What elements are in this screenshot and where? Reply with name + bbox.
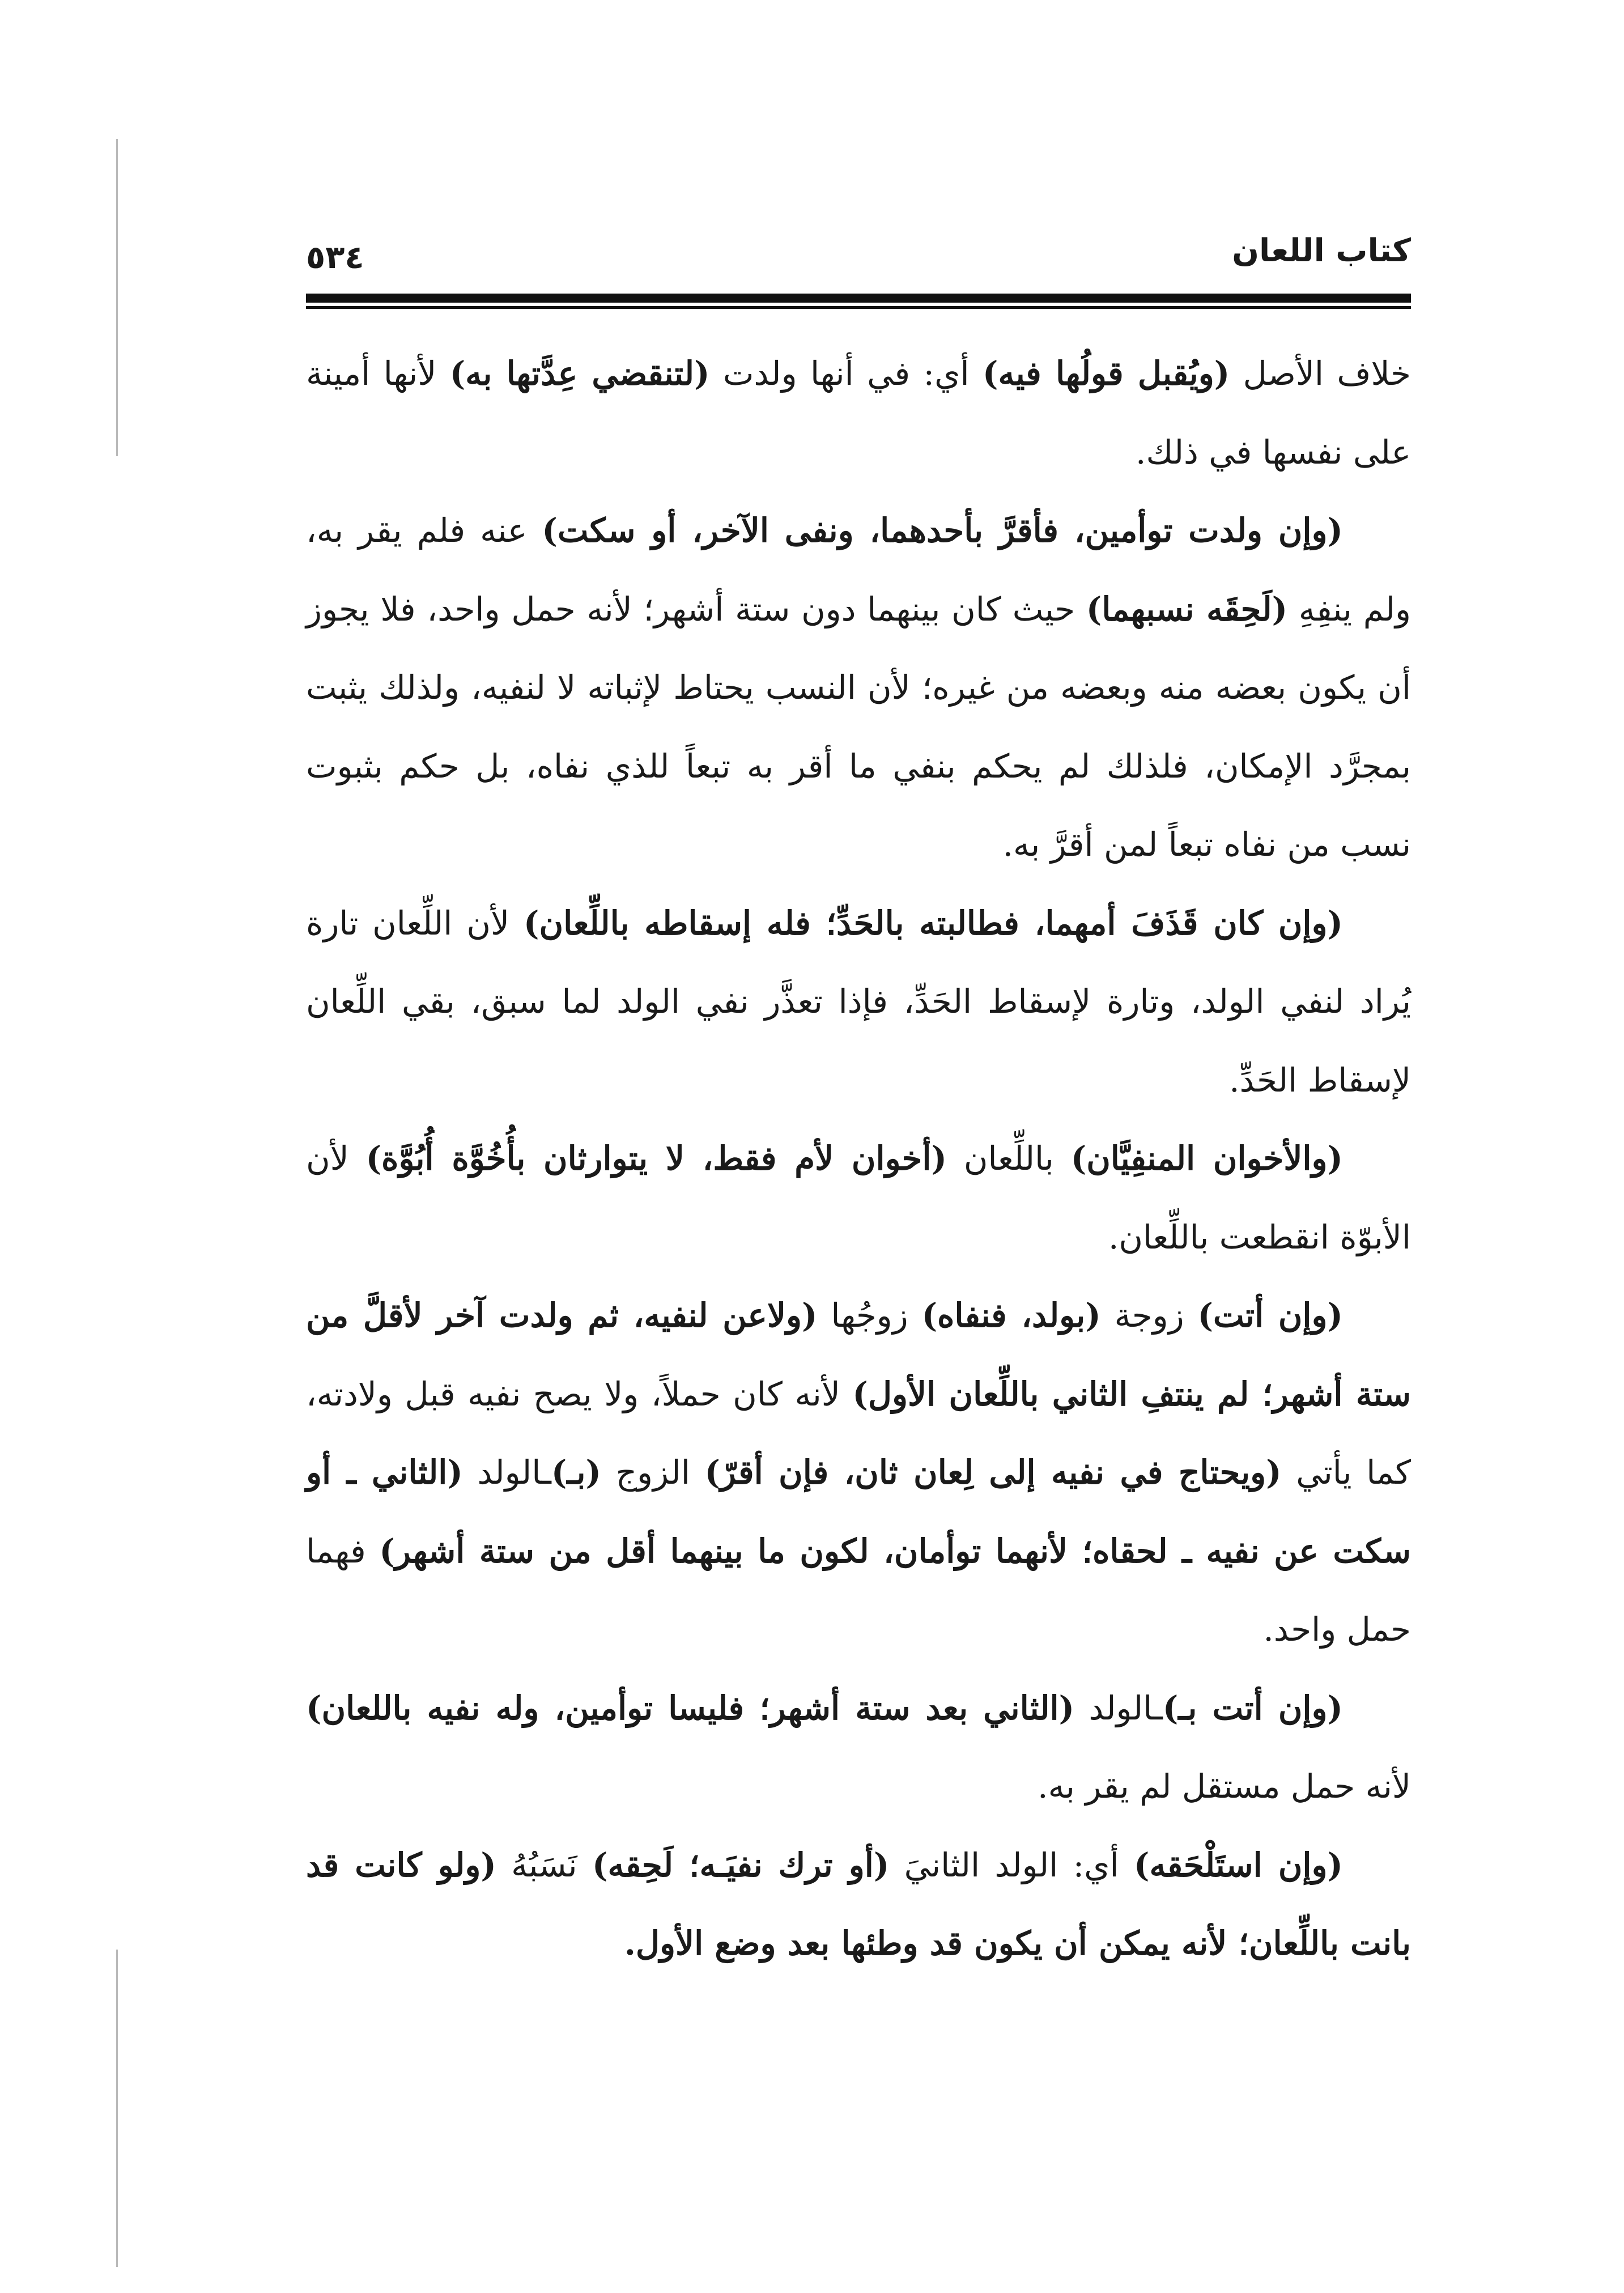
- matn-text: (أو ترك نفيَـه؛ لَحِقه): [592, 1845, 890, 1884]
- sharh-text: نَسَبُهُ: [496, 1845, 592, 1884]
- paragraph: [306, 334, 1411, 491]
- header-rule-thin: [306, 306, 1411, 309]
- paragraph: [306, 491, 1411, 884]
- sharh-text: الزوج: [601, 1453, 705, 1492]
- scan-edge-line: [116, 1950, 118, 2267]
- sharh-text: زوجُها: [817, 1296, 922, 1335]
- sharh-text: زوجة: [1100, 1296, 1198, 1335]
- sharh-text: خلاف الأصل: [1230, 354, 1412, 393]
- header-rule: [306, 294, 1411, 303]
- sharh-text: لأنه حمل مستقل لم يقر به.: [1038, 1767, 1411, 1806]
- scan-edge-line: [116, 139, 118, 456]
- running-title: كتاب اللعان: [1232, 232, 1411, 269]
- matn-text: (لَحِقَه نسبهما): [1086, 589, 1288, 629]
- paragraph: [306, 1119, 1411, 1276]
- matn-text: (وإن أتت): [1197, 1296, 1343, 1335]
- sharh-text: أي: في أنها ولدت: [709, 354, 983, 393]
- matn-text: (وإن ولدت توأمين، فأقرَّ بأحدهما، ونفى الآخر، أو سكت): [542, 511, 1343, 550]
- paragraph: [306, 1826, 1411, 1983]
- sharh-text: حيث كان بينهما دون ستة أشهر؛ لأنه حمل واحد، فلا يجوز أن يكون بعضه منه وبعضه من غيره؛ لأن النسب يحتاط لإثباته لا لنفيه، ولذلك يثبت بمجرَّد الإمكان، فلذلك لم يحكم بنفي ما أقر به تبعاً للذي نفاه، بل حكم بثبوت نسب من نفاه تبعاً لمن أقرَّ به.: [306, 589, 1411, 864]
- matn-text: (ويحتاج في نفيه إلى لِعان ثان، فإن أقرّ): [704, 1453, 1282, 1492]
- matn-text: (بـ): [551, 1453, 601, 1492]
- matn-text: (وإن استَلْحَقه): [1134, 1845, 1344, 1884]
- sharh-text: لأنه كان حملاً، ولا يصح نفيه قبل ولادته، كما يأتي: [306, 1374, 1412, 1492]
- sharh-text: فهما حمل واحد.: [306, 1531, 1411, 1649]
- sharh-text: ـالولد: [462, 1453, 551, 1492]
- matn-text: (الثاني بعد ستة أشهر؛ فليسا توأمين، وله نفيه باللعان): [306, 1688, 1075, 1727]
- matn-text: (ولاعن لنفيه، ثم ولدت آخر لأقلَّ من ستة أشهر؛ لم ينتفِ الثاني باللِّعان الأول): [306, 1296, 1411, 1413]
- sharh-text: ـالولد: [1074, 1688, 1163, 1727]
- paragraph: [306, 884, 1411, 1120]
- matn-text: (ولو كانت قد بانت باللِّعان؛ لأنه يمكن أن يكون قد وطئها بعد وضع الأول.: [306, 1845, 1411, 1963]
- paragraph: [306, 1669, 1411, 1826]
- matn-text: (لتنقضي عِدَّتها به): [449, 354, 710, 393]
- page-number: ٥٣٤: [306, 239, 364, 276]
- matn-text: (بولد، فنفاه): [921, 1296, 1101, 1335]
- matn-text: (الثاني ـ أو سكت عن نفيه ـ لحقاه؛ لأنهما توأمان، لكون ما بينهما أقل من ستة أشهر): [306, 1453, 1411, 1570]
- paragraph: [306, 1276, 1411, 1669]
- body-text: [306, 334, 1411, 1983]
- sharh-text: باللِّعان: [946, 1139, 1071, 1178]
- sharh-text: عنه فلم يقر به، ولم ينفِهِ: [306, 511, 1411, 629]
- matn-text: (أخوان لأم فقط، لا يتوارثان بأُخُوَّة أُبُوَّة): [365, 1139, 947, 1178]
- sharh-text: أي: الولد الثانيَ: [889, 1845, 1134, 1884]
- matn-text: (والأخوان المنفِيَّان): [1070, 1139, 1343, 1178]
- sharh-text: لأنها أمينة على نفسها في ذلك.: [306, 354, 1411, 472]
- matn-text: (وإن كان قَذَفَ أمهما، فطالبته بالحَدِّ؛ فله إسقاطه باللِّعان): [524, 903, 1343, 942]
- sharh-text: لأن اللِّعان تارة يُراد لنفي الولد، وتارة لإسقاط الحَدِّ، فإذا تعذَّر نفي الولد لما سبق، بقي اللِّعان لإسقاط الحَدِّ.: [306, 903, 1411, 1099]
- sharh-text: لأن الأبوّة انقطعت باللِّعان.: [306, 1139, 1411, 1256]
- page-header: [306, 227, 1411, 289]
- matn-text: (ويُقبل قولُها فيه): [983, 354, 1230, 393]
- matn-text: (وإن أتت بـ): [1162, 1688, 1343, 1727]
